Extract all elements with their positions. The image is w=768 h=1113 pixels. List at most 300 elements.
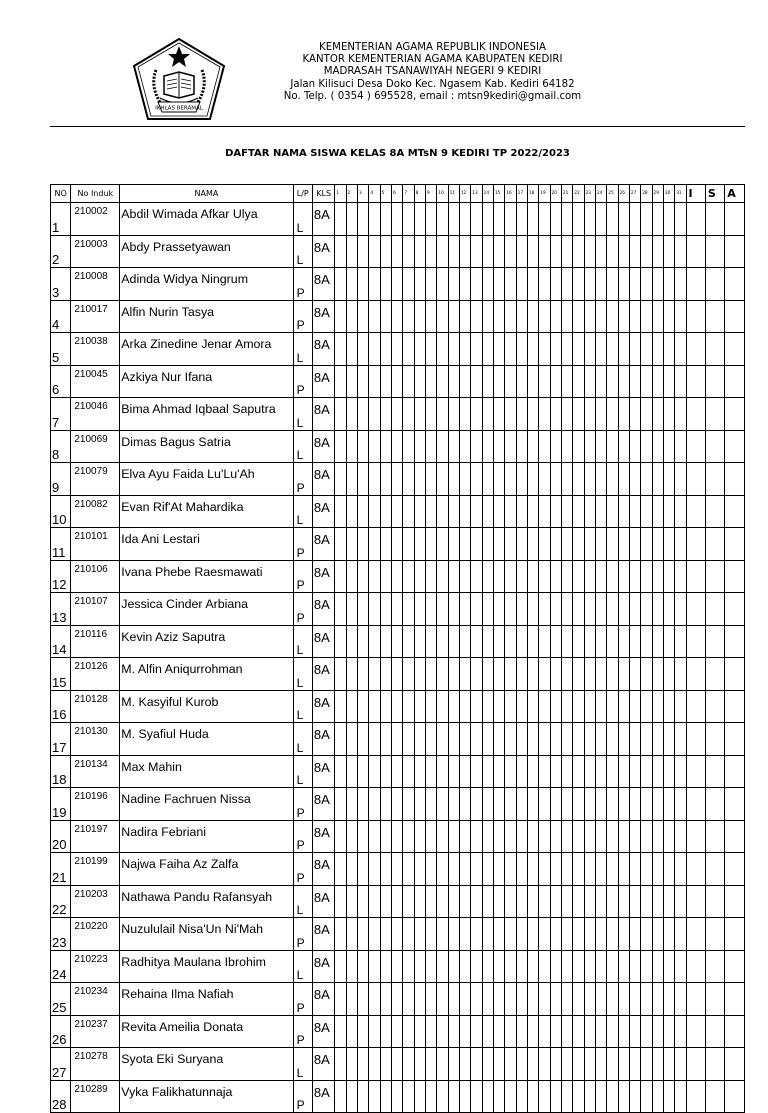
attendance-cell [641, 268, 652, 301]
attendance-cell [391, 755, 402, 788]
col-header-day: 29 [652, 185, 663, 203]
attendance-cell [595, 560, 606, 593]
attendance-cell [493, 625, 504, 658]
cell-nama: Bima Ahmad Iqbaal Saputra [120, 398, 293, 431]
attendance-cell [335, 203, 346, 236]
table-row [51, 788, 745, 821]
attendance-cell [663, 203, 674, 236]
attendance-cell [705, 203, 724, 236]
cell-no: 19 [51, 788, 71, 821]
attendance-cell [358, 918, 369, 951]
table-row [51, 918, 745, 951]
attendance-cell [403, 918, 414, 951]
attendance-cell [425, 430, 436, 463]
attendance-cell [641, 1048, 652, 1081]
attendance-cell [618, 723, 629, 756]
attendance-cell [516, 593, 527, 626]
attendance-cell [380, 1015, 391, 1048]
attendance-cell [471, 528, 482, 561]
cell-nama: Kevin Aziz Saputra [120, 625, 293, 658]
attendance-cell [369, 755, 380, 788]
table-row [51, 723, 745, 756]
cell-nama: Adinda Widya Ningrum [120, 268, 293, 301]
attendance-cell [437, 398, 448, 431]
attendance-cell [505, 333, 516, 366]
attendance-cell [705, 788, 724, 821]
attendance-cell [358, 333, 369, 366]
col-header-day: 6 [391, 185, 402, 203]
cell-kls: 8A [312, 430, 334, 463]
attendance-cell [437, 820, 448, 853]
attendance-cell [618, 885, 629, 918]
attendance-cell [369, 333, 380, 366]
attendance-cell [369, 853, 380, 886]
attendance-cell [573, 723, 584, 756]
table-row [51, 690, 745, 723]
attendance-cell [641, 495, 652, 528]
attendance-cell [459, 268, 470, 301]
attendance-cell [505, 658, 516, 691]
col-header-day: 19 [539, 185, 550, 203]
attendance-cell [561, 983, 572, 1016]
letterhead-office: KANTOR KEMENTERIAN AGAMA KABUPATEN KEDIRI [302, 54, 563, 66]
attendance-cell [369, 235, 380, 268]
col-header-day: 30 [663, 185, 674, 203]
attendance-cell [550, 235, 561, 268]
attendance-cell [686, 885, 705, 918]
attendance-cell [686, 658, 705, 691]
document-title: DAFTAR NAMA SISWA KELAS 8A MTsN 9 KEDIRI TP 2022/2023 [225, 148, 570, 159]
attendance-cell [425, 788, 436, 821]
attendance-cell [527, 853, 538, 886]
attendance-cell [641, 333, 652, 366]
table-row [51, 430, 745, 463]
attendance-cell [369, 918, 380, 951]
cell-no-induk: 210046 [71, 398, 120, 431]
attendance-cell [675, 268, 686, 301]
attendance-cell [403, 593, 414, 626]
attendance-cell [505, 820, 516, 853]
cell-kls: 8A [312, 918, 334, 951]
col-header-day: 24 [595, 185, 606, 203]
attendance-cell [607, 430, 618, 463]
col-header-day: 8 [414, 185, 425, 203]
attendance-cell [618, 560, 629, 593]
attendance-cell [663, 1048, 674, 1081]
attendance-cell [641, 398, 652, 431]
attendance-cell [686, 1015, 705, 1048]
attendance-cell [493, 983, 504, 1016]
attendance-cell [425, 723, 436, 756]
attendance-cell [618, 820, 629, 853]
attendance-cell [482, 820, 493, 853]
attendance-cell [358, 820, 369, 853]
attendance-cell [629, 788, 640, 821]
attendance-cell [493, 495, 504, 528]
attendance-cell [652, 463, 663, 496]
attendance-cell [686, 365, 705, 398]
cell-no-induk: 210234 [71, 983, 120, 1016]
attendance-cell [561, 658, 572, 691]
attendance-cell [516, 300, 527, 333]
attendance-cell [652, 950, 663, 983]
logo-motto: IKHLAS BERAMAL [155, 105, 203, 112]
attendance-cell [561, 268, 572, 301]
attendance-cell [335, 1015, 346, 1048]
attendance-cell [725, 235, 745, 268]
attendance-cell [471, 365, 482, 398]
attendance-cell [448, 430, 459, 463]
attendance-cell [437, 430, 448, 463]
attendance-cell [493, 365, 504, 398]
attendance-cell [482, 300, 493, 333]
table-row [51, 658, 745, 691]
table-row [51, 333, 745, 366]
attendance-cell [561, 918, 572, 951]
attendance-cell [618, 333, 629, 366]
attendance-cell [358, 853, 369, 886]
col-header-day: 15 [493, 185, 504, 203]
attendance-cell [471, 203, 482, 236]
attendance-cell [675, 788, 686, 821]
attendance-cell [482, 918, 493, 951]
attendance-cell [380, 918, 391, 951]
cell-kls: 8A [312, 788, 334, 821]
attendance-cell [369, 690, 380, 723]
attendance-cell [584, 918, 595, 951]
attendance-cell [618, 918, 629, 951]
attendance-cell [425, 918, 436, 951]
attendance-cell [471, 885, 482, 918]
attendance-cell [391, 820, 402, 853]
cell-no: 2 [51, 235, 71, 268]
attendance-cell [675, 755, 686, 788]
attendance-cell [705, 495, 724, 528]
cell-lp: L [293, 950, 312, 983]
attendance-cell [584, 625, 595, 658]
attendance-cell [346, 1015, 357, 1048]
attendance-cell [471, 463, 482, 496]
cell-no-induk: 210223 [71, 950, 120, 983]
attendance-cell [629, 1048, 640, 1081]
attendance-cell [527, 723, 538, 756]
letterhead-school: MADRASAH TSANAWIYAH NEGERI 9 KEDIRI [323, 66, 542, 78]
attendance-cell [346, 593, 357, 626]
cell-kls: 8A [312, 723, 334, 756]
attendance-cell [573, 235, 584, 268]
attendance-cell [725, 918, 745, 951]
attendance-cell [516, 723, 527, 756]
attendance-cell [459, 755, 470, 788]
attendance-cell [584, 495, 595, 528]
attendance-cell [335, 853, 346, 886]
letterhead-address: Jalan Kilisuci Desa Doko Kec. Ngasem Kab. Kediri 64182 [290, 78, 575, 90]
attendance-cell [584, 788, 595, 821]
attendance-cell [725, 528, 745, 561]
attendance-cell [607, 658, 618, 691]
attendance-cell [493, 853, 504, 886]
attendance-cell [527, 918, 538, 951]
attendance-cell [380, 950, 391, 983]
attendance-cell [414, 820, 425, 853]
attendance-cell [448, 918, 459, 951]
attendance-cell [516, 625, 527, 658]
attendance-cell [516, 365, 527, 398]
cell-nama: Revita Ameilia Donata [120, 1015, 293, 1048]
attendance-cell [459, 820, 470, 853]
attendance-cell [573, 1080, 584, 1113]
attendance-cell [652, 430, 663, 463]
col-header-summary: A [725, 185, 745, 203]
attendance-cell [493, 463, 504, 496]
attendance-cell [686, 235, 705, 268]
attendance-cell [663, 1015, 674, 1048]
attendance-cell [448, 755, 459, 788]
attendance-cell [403, 788, 414, 821]
attendance-cell [391, 203, 402, 236]
attendance-cell [380, 983, 391, 1016]
attendance-cell [618, 203, 629, 236]
attendance-cell [425, 398, 436, 431]
cell-kls: 8A [312, 593, 334, 626]
attendance-cell [539, 755, 550, 788]
attendance-cell [459, 918, 470, 951]
attendance-cell [403, 658, 414, 691]
table-header-row [51, 185, 745, 203]
attendance-cell [705, 625, 724, 658]
attendance-cell [380, 788, 391, 821]
attendance-cell [437, 593, 448, 626]
attendance-cell [358, 950, 369, 983]
attendance-cell [505, 203, 516, 236]
attendance-cell [595, 365, 606, 398]
attendance-cell [561, 430, 572, 463]
attendance-cell [641, 690, 652, 723]
attendance-cell [346, 463, 357, 496]
attendance-cell [527, 1080, 538, 1113]
attendance-cell [358, 885, 369, 918]
attendance-cell [705, 950, 724, 983]
attendance-cell [459, 463, 470, 496]
attendance-cell [573, 918, 584, 951]
attendance-cell [380, 690, 391, 723]
attendance-cell [573, 950, 584, 983]
attendance-cell [550, 593, 561, 626]
attendance-cell [641, 983, 652, 1016]
attendance-cell [516, 1080, 527, 1113]
table-row [51, 463, 745, 496]
attendance-cell [539, 658, 550, 691]
attendance-cell [561, 1080, 572, 1113]
attendance-cell [595, 820, 606, 853]
attendance-cell [573, 1048, 584, 1081]
attendance-cell [459, 300, 470, 333]
attendance-cell [493, 658, 504, 691]
attendance-cell [437, 918, 448, 951]
attendance-cell [725, 495, 745, 528]
cell-no: 27 [51, 1048, 71, 1081]
attendance-cell [437, 528, 448, 561]
attendance-cell [403, 365, 414, 398]
attendance-cell [561, 333, 572, 366]
attendance-cell [705, 268, 724, 301]
attendance-cell [459, 398, 470, 431]
attendance-cell [686, 755, 705, 788]
attendance-cell [437, 560, 448, 593]
attendance-cell [346, 235, 357, 268]
cell-no-induk: 210116 [71, 625, 120, 658]
attendance-cell [391, 983, 402, 1016]
attendance-cell [346, 658, 357, 691]
cell-nama: Vyka Falikhatunnaja [120, 1080, 293, 1113]
cell-no: 1 [51, 203, 71, 236]
attendance-cell [448, 300, 459, 333]
attendance-cell [595, 495, 606, 528]
attendance-cell [539, 723, 550, 756]
attendance-cell [607, 495, 618, 528]
cell-lp: P [293, 528, 312, 561]
cell-kls: 8A [312, 235, 334, 268]
col-header-summary: I [686, 185, 705, 203]
attendance-cell [493, 300, 504, 333]
attendance-cell [459, 1015, 470, 1048]
attendance-cell [505, 690, 516, 723]
attendance-cell [573, 495, 584, 528]
attendance-cell [425, 983, 436, 1016]
attendance-cell [584, 235, 595, 268]
attendance-cell [539, 625, 550, 658]
attendance-cell [369, 788, 380, 821]
col-header-summary: S [705, 185, 724, 203]
attendance-cell [686, 528, 705, 561]
attendance-cell [335, 950, 346, 983]
attendance-cell [686, 268, 705, 301]
col-header-day: 26 [618, 185, 629, 203]
attendance-cell [516, 983, 527, 1016]
attendance-cell [437, 268, 448, 301]
attendance-cell [573, 268, 584, 301]
attendance-cell [561, 528, 572, 561]
attendance-cell [493, 788, 504, 821]
attendance-cell [516, 885, 527, 918]
col-header-day: 11 [448, 185, 459, 203]
attendance-cell [403, 463, 414, 496]
cell-nama: Max Mahin [120, 755, 293, 788]
attendance-cell [641, 788, 652, 821]
attendance-cell [493, 203, 504, 236]
attendance-cell [335, 788, 346, 821]
attendance-cell [725, 820, 745, 853]
attendance-cell [380, 1048, 391, 1081]
attendance-cell [493, 593, 504, 626]
attendance-cell [595, 398, 606, 431]
attendance-cell [335, 690, 346, 723]
cell-lp: P [293, 593, 312, 626]
attendance-cell [335, 235, 346, 268]
table-row [51, 885, 745, 918]
attendance-cell [641, 593, 652, 626]
attendance-cell [346, 203, 357, 236]
attendance-cell [380, 885, 391, 918]
attendance-cell [652, 918, 663, 951]
attendance-cell [369, 560, 380, 593]
col-header-day: 14 [482, 185, 493, 203]
attendance-cell [550, 853, 561, 886]
table-row [51, 495, 745, 528]
attendance-cell [516, 560, 527, 593]
attendance-cell [573, 430, 584, 463]
cell-no: 28 [51, 1080, 71, 1113]
attendance-cell [573, 983, 584, 1016]
cell-kls: 8A [312, 495, 334, 528]
cell-kls: 8A [312, 658, 334, 691]
attendance-cell [607, 365, 618, 398]
cell-lp: L [293, 723, 312, 756]
attendance-cell [459, 885, 470, 918]
attendance-cell [482, 723, 493, 756]
attendance-cell [414, 398, 425, 431]
cell-kls: 8A [312, 333, 334, 366]
attendance-cell [358, 463, 369, 496]
attendance-cell [652, 495, 663, 528]
attendance-cell [539, 690, 550, 723]
attendance-cell [448, 885, 459, 918]
attendance-cell [425, 1080, 436, 1113]
attendance-cell [705, 463, 724, 496]
attendance-cell [403, 203, 414, 236]
attendance-cell [652, 820, 663, 853]
attendance-cell [414, 203, 425, 236]
table-row [51, 365, 745, 398]
table-row [51, 983, 745, 1016]
cell-lp: P [293, 918, 312, 951]
col-header-day: 4 [369, 185, 380, 203]
cell-kls: 8A [312, 755, 334, 788]
attendance-cell [539, 885, 550, 918]
cell-lp: L [293, 885, 312, 918]
attendance-cell [607, 593, 618, 626]
attendance-cell [652, 625, 663, 658]
cell-no: 22 [51, 885, 71, 918]
attendance-cell [471, 820, 482, 853]
attendance-cell [346, 690, 357, 723]
attendance-cell [471, 918, 482, 951]
attendance-cell [561, 853, 572, 886]
cell-nama: Nadira Febriani [120, 820, 293, 853]
attendance-cell [414, 853, 425, 886]
attendance-cell [403, 560, 414, 593]
attendance-cell [663, 235, 674, 268]
attendance-cell [414, 495, 425, 528]
attendance-cell [573, 625, 584, 658]
attendance-cell [358, 430, 369, 463]
attendance-cell [629, 268, 640, 301]
attendance-cell [573, 560, 584, 593]
attendance-cell [539, 918, 550, 951]
attendance-cell [584, 755, 595, 788]
attendance-cell [369, 1080, 380, 1113]
attendance-cell [448, 235, 459, 268]
col-header-day: 9 [425, 185, 436, 203]
attendance-cell [595, 430, 606, 463]
attendance-cell [505, 593, 516, 626]
attendance-cell [414, 950, 425, 983]
attendance-cell [550, 430, 561, 463]
attendance-cell [663, 950, 674, 983]
cell-no-induk: 210126 [71, 658, 120, 691]
attendance-cell [595, 658, 606, 691]
attendance-cell [448, 593, 459, 626]
